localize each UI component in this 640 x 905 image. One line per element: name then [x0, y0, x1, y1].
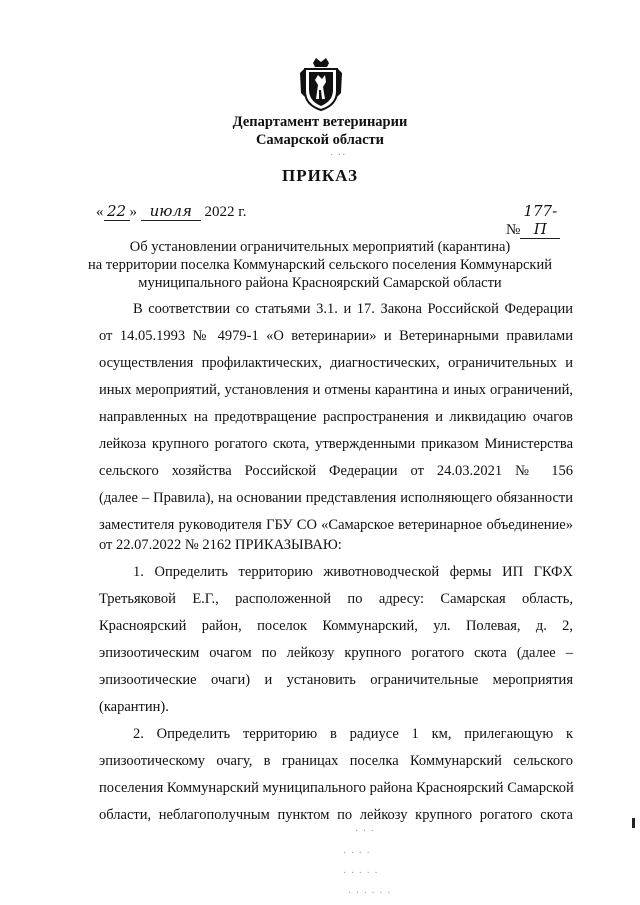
- body-line: эпизоотическим очагом по лейкозу крупного рогатого скота (далее –: [99, 645, 573, 661]
- bleed-through-mark: · · · ·: [343, 848, 371, 859]
- bleed-through-mark: · ··: [330, 150, 347, 161]
- body-line: сельского хозяйства Российской Федерации от 24.03.2021 № 156: [99, 463, 573, 479]
- body-line: области, неблагополучным пунктом по лейкозу крупного рогатого скота: [99, 807, 573, 823]
- body-line: (карантин).: [99, 699, 169, 715]
- date-month-handwritten: июля: [141, 202, 201, 221]
- subject-line: муниципального района Красноярский Самарской области: [138, 275, 502, 291]
- order-number-handwritten: 177-П: [520, 202, 560, 239]
- order-number: [506, 202, 560, 239]
- body-line: 2. Определить территорию в радиусе 1 км, прилегающую к: [133, 726, 573, 742]
- subject-line: Об установлении ограничительных мероприятий (карантина): [129, 239, 511, 255]
- body-line: направленных на предотвращение распространения и ликвидацию очагов: [99, 409, 573, 425]
- body-line: заместителя руководителя ГБУ СО «Самарское ветеринарное объединение»: [99, 517, 573, 533]
- scan-edge-mark: [632, 818, 635, 828]
- body-line: Третьяковой Е.Г., расположенной по адресу: Самарская область,: [99, 591, 573, 607]
- body-line: от 22.07.2022 № 2162 ПРИКАЗЫВАЮ:: [99, 537, 342, 553]
- body-line: эпизоотические очаги) и установить ограничительные мероприятия: [99, 672, 573, 688]
- order-subject: [70, 238, 570, 292]
- body-line: поселения Коммунарский муниципального района Красноярский Самарской: [99, 780, 574, 796]
- bleed-through-mark: · · · · · ·: [348, 888, 392, 899]
- document-type-title: ПРИКАЗ: [282, 166, 358, 185]
- date-open-quote: «: [96, 204, 104, 220]
- body-line: эпизоотическому очагу, в границах поселка Коммунарский сельского: [99, 753, 573, 769]
- body-line: иных мероприятий, установления и отмены карантина и иных ограничений,: [99, 382, 573, 398]
- bleed-through-mark: · · · · ·: [343, 868, 379, 879]
- body-line: (далее – Правила), на основании представления исполняющего обязанности: [99, 490, 573, 506]
- number-prefix: №: [506, 222, 521, 238]
- body-line: Красноярский район, поселок Коммунарский, ул. Полевая, д. 2,: [99, 618, 573, 634]
- bleed-through-mark: · · ·: [355, 826, 375, 837]
- body-line: осуществления профилактических, диагностических, ограничительных и: [99, 355, 573, 371]
- body-line: лейкоза крупного рогатого скота, утвержденными приказом Министерства: [99, 436, 573, 452]
- body-line: В соответствии со статьями 3.1. и 17. Закона Российской Федерации: [133, 301, 573, 317]
- body-line: 1. Определить территорию животноводческой фермы ИП ГКФХ: [133, 564, 573, 580]
- department-name-line2: Самарской области: [255, 132, 385, 148]
- date-year: 2022 г.: [204, 204, 247, 220]
- subject-line: на территории поселка Коммунарский сельского поселения Коммунарский: [87, 257, 552, 273]
- date-day-handwritten: 22: [104, 202, 130, 221]
- date-close-quote: »: [129, 204, 137, 220]
- body-line: от 14.05.1993 № 4979-1 «О ветеринарии» и Ветеринарными правилами: [99, 328, 573, 344]
- department-name-line1: Департамент ветеринарии: [232, 114, 408, 130]
- coat-of-arms-emblem: [299, 57, 343, 111]
- order-date: [96, 202, 246, 221]
